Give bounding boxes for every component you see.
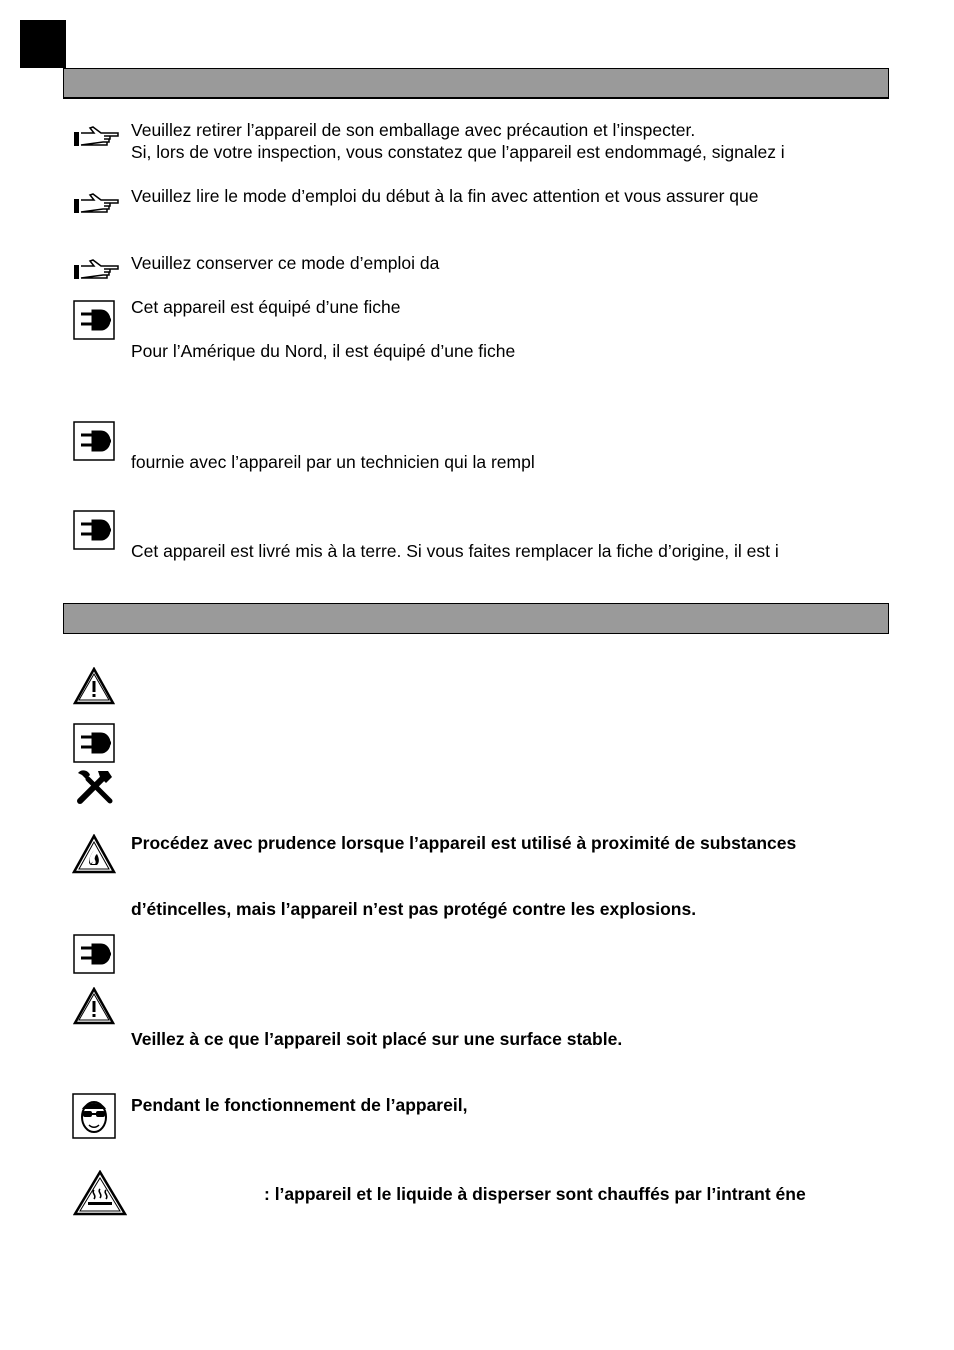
section-header-bar xyxy=(63,68,889,99)
instruction-text: Cet appareil est livré mis à la terre. Si vous faites remplacer la fiche d’origine, il est i xyxy=(131,541,779,561)
safety-text: Pendant le fonctionnement de l’appareil, xyxy=(131,1095,468,1115)
safety-text: : l’appareil et le liquide à disperser sont chauffés par l’intrant éne xyxy=(264,1184,806,1204)
plug-icon xyxy=(73,300,115,340)
instruction-text: Pour l’Amérique du Nord, il est équipé d’une fiche xyxy=(131,341,516,361)
instruction-text: Cet appareil est équipé d’une fiche xyxy=(131,297,401,317)
hot-surface-icon xyxy=(73,1170,127,1216)
instruction-text: Veuillez conserver ce mode d’emploi da xyxy=(131,253,440,273)
plug-icon xyxy=(73,723,115,763)
section-header-bar xyxy=(63,603,889,634)
pointing-hand-icon xyxy=(74,259,120,281)
instruction-text: Si, lors de votre inspection, vous constatez que l’appareil est endommagé, signalez i xyxy=(131,142,785,162)
instruction-text: Veuillez retirer l’appareil de son emballage avec précaution et l’inspecter. xyxy=(131,120,696,140)
tools-icon xyxy=(74,767,116,805)
safety-text: d’étincelles, mais l’appareil n’est pas protégé contre les explosions. xyxy=(131,899,697,919)
page-tab-marker xyxy=(20,20,66,68)
plug-icon xyxy=(73,934,115,974)
pointing-hand-icon xyxy=(74,126,120,148)
plug-icon xyxy=(73,510,115,550)
flammable-icon xyxy=(72,834,116,874)
safety-text: Procédez avec prudence lorsque l’appareil est utilisé à proximité de substances xyxy=(131,833,797,853)
warning-triangle-icon xyxy=(73,987,115,1025)
safety-goggles-icon xyxy=(72,1093,116,1139)
plug-icon xyxy=(73,421,115,461)
pointing-hand-icon xyxy=(74,193,120,215)
safety-text: Veillez à ce que l’appareil soit placé sur une surface stable. xyxy=(131,1029,623,1049)
warning-triangle-icon xyxy=(73,667,115,705)
instruction-text: fournie avec l’appareil par un technicien qui la rempl xyxy=(131,452,535,472)
instruction-text: Veuillez lire le mode d’emploi du début à la fin avec attention et vous assurer que xyxy=(131,186,759,206)
